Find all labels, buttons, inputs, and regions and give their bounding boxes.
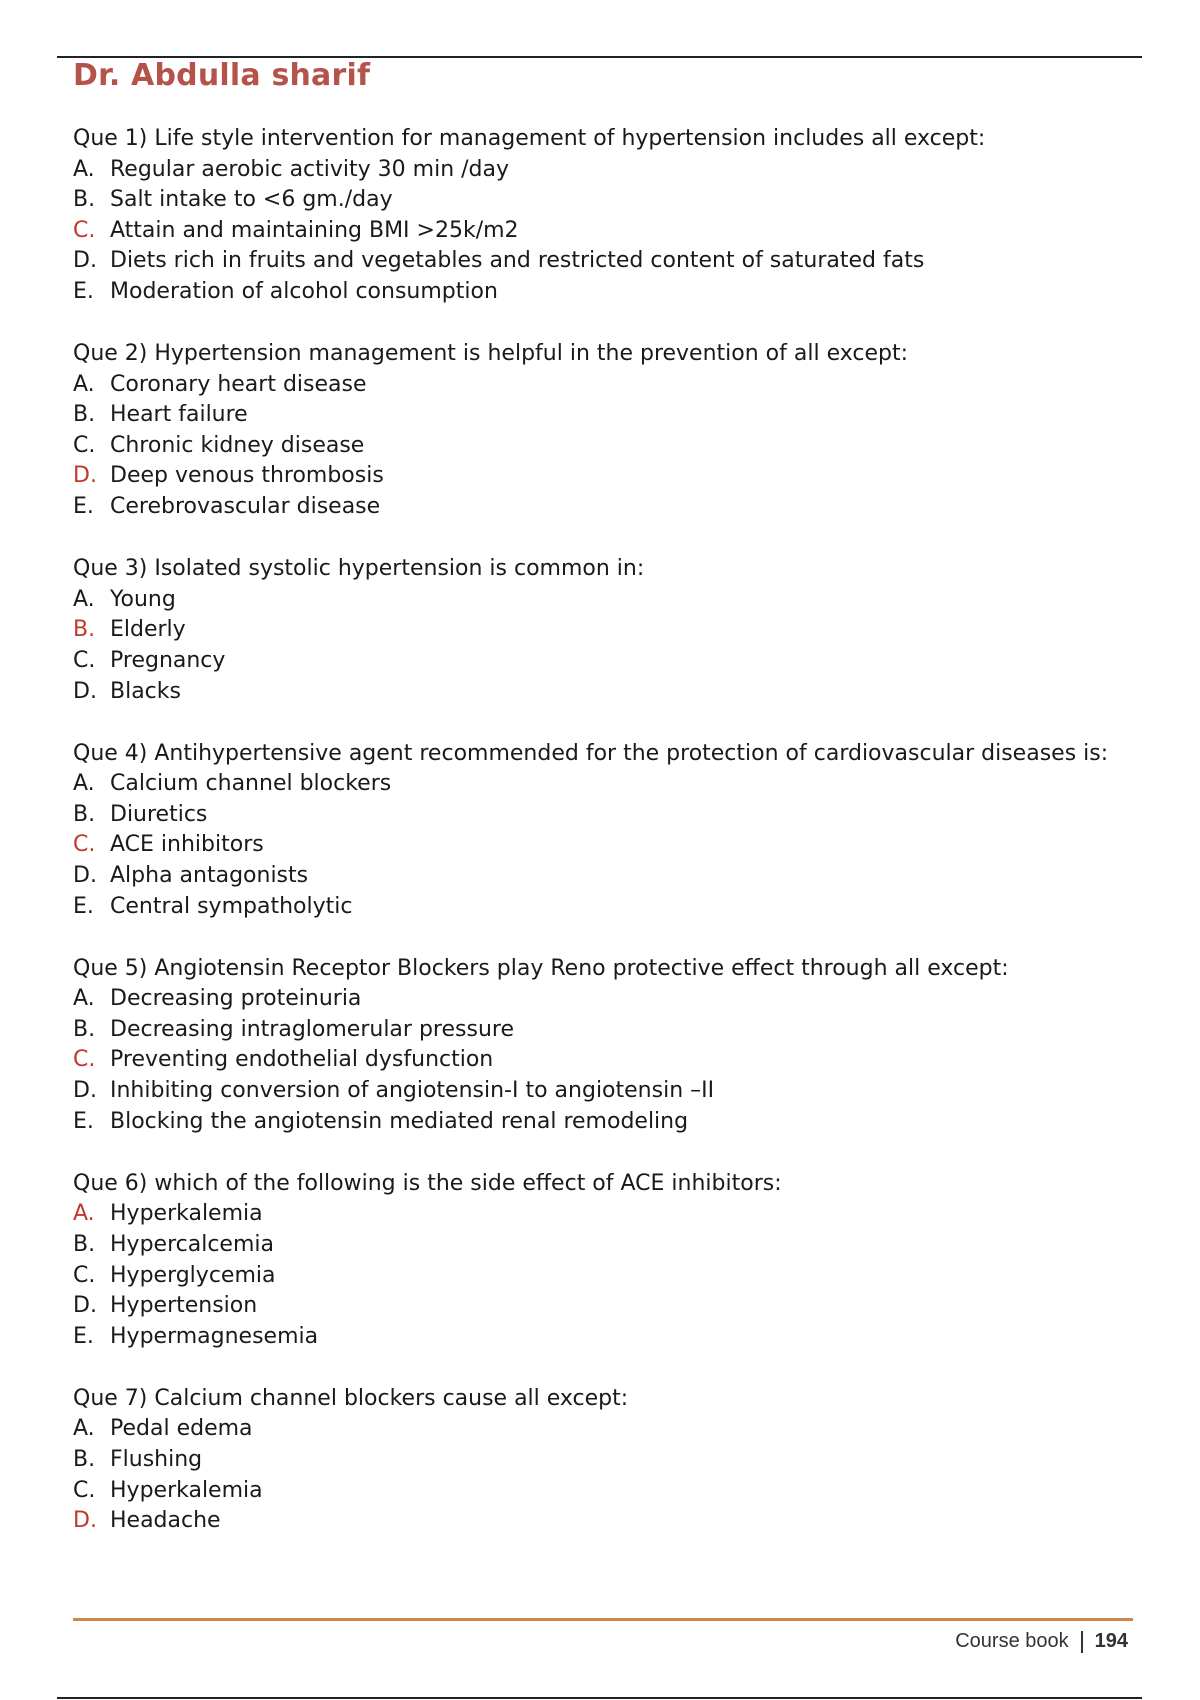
- question-2: [73, 339, 1143, 523]
- option-text: Blocking the angiotensin mediated renal remodeling: [110, 1108, 689, 1134]
- option-d: [73, 861, 1143, 892]
- question-6: [73, 1169, 1143, 1353]
- option-letter: E.: [73, 1108, 94, 1134]
- option-letter: B.: [73, 187, 96, 213]
- option-text: Hyperkalemia: [110, 1201, 263, 1227]
- option-b: [73, 1015, 1143, 1046]
- bottom-rule: [57, 1697, 1142, 1699]
- option-e: [73, 492, 1143, 523]
- option-letter: D.: [73, 1293, 97, 1319]
- option-c: [73, 1261, 1143, 1292]
- option-letter-correct: A.: [73, 1201, 95, 1227]
- option-text: Hypermagnesemia: [110, 1323, 319, 1349]
- option-text: Diets rich in fruits and vegetables and restricted content of saturated fats: [110, 248, 925, 274]
- footer-rule: [73, 1618, 1133, 1621]
- option-letter-correct: D.: [73, 463, 97, 489]
- option-d: [73, 677, 1143, 708]
- option-text: Heart failure: [110, 402, 248, 428]
- option-text: Young: [110, 586, 176, 612]
- option-text: Pregnancy: [110, 647, 226, 673]
- option-c: [73, 1045, 1143, 1076]
- option-text: Coronary heart disease: [110, 371, 367, 397]
- option-text: Headache: [110, 1508, 221, 1534]
- option-letter: D.: [73, 862, 97, 888]
- option-letter: A.: [73, 371, 95, 397]
- option-letter-correct: C.: [73, 1047, 96, 1073]
- option-letter: A.: [73, 156, 95, 182]
- question-list: [73, 124, 1143, 1568]
- option-b: [73, 1230, 1143, 1261]
- option-c: [73, 1476, 1143, 1507]
- footer-separator: [1081, 1631, 1083, 1653]
- question-text: Que 6) which of the following is the side effect of ACE inhibitors:: [73, 1170, 782, 1196]
- option-text: Preventing endothelial dysfunction: [110, 1047, 494, 1073]
- option-letter-correct: B.: [73, 617, 96, 643]
- option-letter: C.: [73, 1262, 96, 1288]
- option-letter: B.: [73, 1016, 96, 1042]
- option-text: Decreasing intraglomerular pressure: [110, 1016, 514, 1042]
- option-a: [73, 769, 1143, 800]
- option-letter: E.: [73, 278, 94, 304]
- option-e: [73, 277, 1143, 308]
- option-text: Elderly: [110, 617, 186, 643]
- option-text: Decreasing proteinuria: [110, 986, 362, 1012]
- option-text: Hypertension: [110, 1293, 258, 1319]
- option-text: Moderation of alcohol consumption: [110, 278, 498, 304]
- option-d: [73, 246, 1143, 277]
- option-text: Hypercalcemia: [110, 1231, 274, 1257]
- option-c: [73, 646, 1143, 677]
- option-b: [73, 1445, 1143, 1476]
- question-3: [73, 554, 1143, 707]
- footer-label: Course book: [955, 1630, 1069, 1652]
- option-letter-correct: C.: [73, 217, 96, 243]
- option-text: Hyperglycemia: [110, 1262, 276, 1288]
- option-e: [73, 1322, 1143, 1353]
- option-letter: E.: [73, 494, 94, 520]
- option-b: [73, 400, 1143, 431]
- page-number: 194: [1094, 1630, 1128, 1652]
- option-letter: A.: [73, 986, 95, 1012]
- question-text: Que 2) Hypertension management is helpful in the prevention of all except:: [73, 341, 908, 367]
- question-4: [73, 739, 1143, 923]
- option-letter: A.: [73, 771, 95, 797]
- option-c: [73, 216, 1143, 247]
- option-text: Calcium channel blockers: [110, 771, 392, 797]
- option-text: Diuretics: [110, 801, 208, 827]
- option-text: Pedal edema: [110, 1416, 253, 1442]
- option-a: [73, 585, 1143, 616]
- question-1: [73, 124, 1143, 308]
- option-b: [73, 800, 1143, 831]
- option-text: Central sympatholytic: [110, 893, 353, 919]
- option-b: [73, 185, 1143, 216]
- option-text: Cerebrovascular disease: [110, 494, 381, 520]
- option-letter-correct: D.: [73, 1508, 97, 1534]
- option-letter: E.: [73, 1323, 94, 1349]
- question-text: Que 5) Angiotensin Receptor Blockers play Reno protective effect through all except:: [73, 955, 1009, 981]
- option-letter: D.: [73, 1078, 97, 1104]
- option-d: [73, 1076, 1143, 1107]
- option-a: [73, 370, 1143, 401]
- option-text: Deep venous thrombosis: [110, 463, 384, 489]
- option-e: [73, 1107, 1143, 1138]
- option-text: Blacks: [110, 678, 181, 704]
- option-a: [73, 1199, 1143, 1230]
- option-text: ACE inhibitors: [110, 832, 264, 858]
- question-text: Que 4) Antihypertensive agent recommended for the protection of cardiovascular diseases is:: [73, 740, 1109, 766]
- option-letter-correct: C.: [73, 832, 96, 858]
- option-letter: D.: [73, 248, 97, 274]
- option-letter: B.: [73, 1231, 96, 1257]
- option-c: [73, 830, 1143, 861]
- option-d: [73, 1506, 1143, 1537]
- question-text: Que 7) Calcium channel blockers cause all except:: [73, 1385, 629, 1411]
- option-a: [73, 155, 1143, 186]
- page-footer: [955, 1630, 1128, 1653]
- option-text: Hyperkalemia: [110, 1477, 263, 1503]
- option-letter: C.: [73, 432, 96, 458]
- option-e: [73, 892, 1143, 923]
- option-text: Chronic kidney disease: [110, 432, 365, 458]
- option-d: [73, 461, 1143, 492]
- author-heading: Dr. Abdulla sharif: [73, 58, 371, 93]
- question-7: [73, 1384, 1143, 1537]
- option-text: Regular aerobic activity 30 min /day: [110, 156, 510, 182]
- option-text: Inhibiting conversion of angiotensin-I to angiotensin –II: [110, 1078, 715, 1104]
- option-text: Alpha antagonists: [110, 862, 309, 888]
- question-text: Que 1) Life style intervention for management of hypertension includes all except:: [73, 126, 986, 151]
- option-letter: A.: [73, 586, 95, 612]
- option-letter: E.: [73, 893, 94, 919]
- option-text: Salt intake to <6 gm./day: [110, 187, 393, 213]
- option-letter: C.: [73, 647, 96, 673]
- option-c: [73, 431, 1143, 462]
- option-letter: B.: [73, 1446, 96, 1472]
- option-letter: D.: [73, 678, 97, 704]
- option-d: [73, 1291, 1143, 1322]
- option-text: Flushing: [110, 1446, 203, 1472]
- option-letter: B.: [73, 801, 96, 827]
- option-b: [73, 615, 1143, 646]
- question-5: [73, 954, 1143, 1138]
- option-a: [73, 984, 1143, 1015]
- option-letter: B.: [73, 402, 96, 428]
- option-letter: A.: [73, 1416, 95, 1442]
- option-a: [73, 1414, 1143, 1445]
- question-text: Que 3) Isolated systolic hypertension is common in:: [73, 556, 645, 582]
- option-text: Attain and maintaining BMI >25k/m2: [110, 217, 519, 243]
- option-letter: C.: [73, 1477, 96, 1503]
